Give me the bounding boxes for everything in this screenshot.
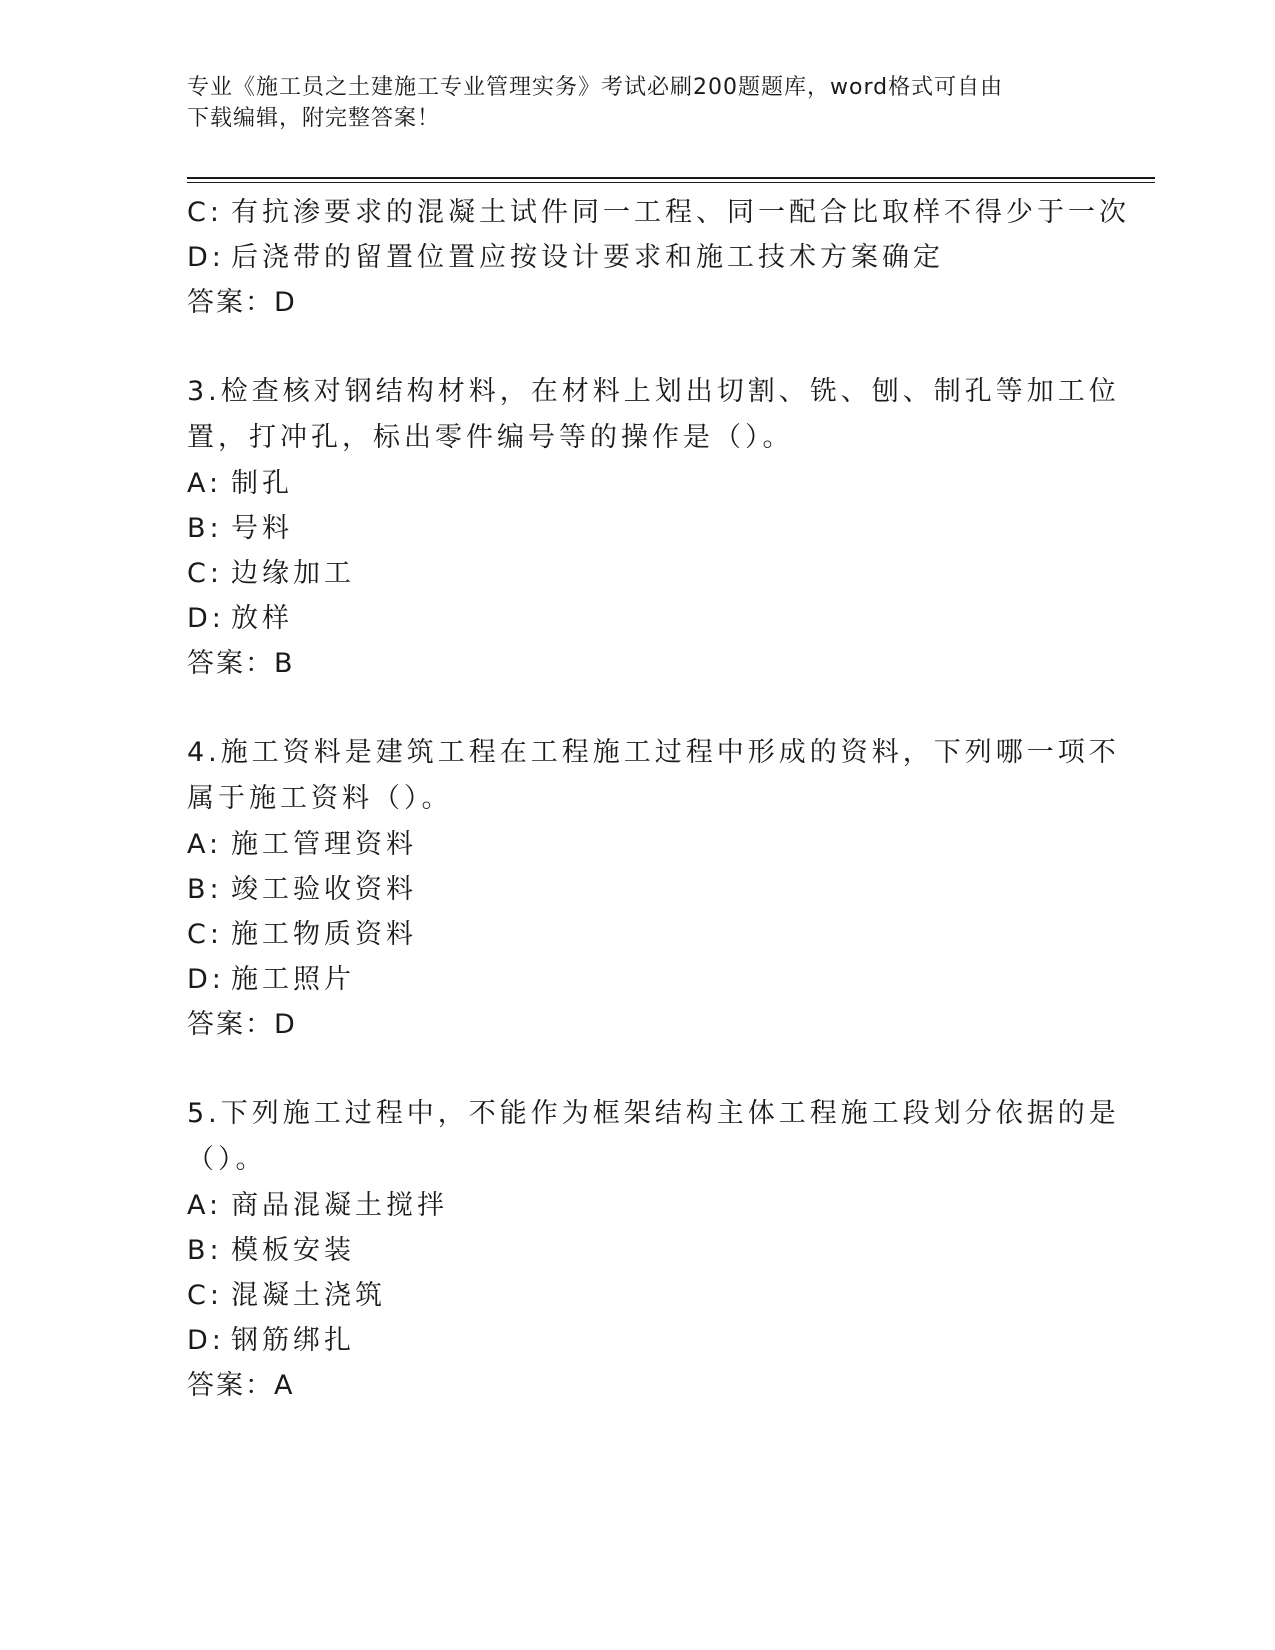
option-c xyxy=(187,1273,1087,1318)
option-d xyxy=(187,957,1087,1002)
answer-line: 答案：D xyxy=(187,1009,297,1040)
option-text: 边缘加工 xyxy=(231,558,355,589)
option-label: B: xyxy=(187,1235,223,1266)
option-a xyxy=(187,1183,1087,1228)
option-text: 施工照片 xyxy=(231,964,355,995)
option-a xyxy=(187,822,1087,867)
header-divider-thick xyxy=(187,177,1155,179)
option-b xyxy=(187,1228,1087,1273)
option-c xyxy=(187,912,1087,957)
option-d xyxy=(187,235,1087,280)
question-content xyxy=(187,190,1130,1408)
question-stem-line: 3.检查核对钢结构材料，在材料上划出切割、铣、刨、制孔等加工位 xyxy=(187,376,1120,407)
answer-line: 答案：A xyxy=(187,1370,295,1401)
option-text: 施工物质资料 xyxy=(231,919,417,950)
question-stem-line: （）。 xyxy=(187,1144,267,1175)
option-label: D: xyxy=(187,242,225,273)
option-text: 后浇带的留置位置应按设计要求和施工技术方案确定 xyxy=(231,242,944,273)
option-text: 号料 xyxy=(231,513,293,544)
question-stem-line: 4.施工资料是建筑工程在工程施工过程中形成的资料，下列哪一项不 xyxy=(187,737,1120,768)
option-label: C: xyxy=(187,197,223,228)
option-text: 有抗渗要求的混凝土试件同一工程、同一配合比取样不得少于一次 xyxy=(231,197,1130,228)
header-line-2: 下载编辑，附完整答案！ xyxy=(187,106,441,131)
option-text: 制孔 xyxy=(231,468,293,499)
option-label: B: xyxy=(187,874,223,905)
option-d xyxy=(187,596,1087,641)
option-text: 钢筋绑扎 xyxy=(231,1325,355,1356)
option-label: A: xyxy=(187,1190,223,1221)
option-text: 放样 xyxy=(231,603,293,634)
option-label: C: xyxy=(187,558,223,589)
option-label: D: xyxy=(187,964,225,995)
option-label: C: xyxy=(187,919,223,950)
option-label: B: xyxy=(187,513,223,544)
question-stem-line: 置，打冲孔，标出零件编号等的操作是（）。 xyxy=(187,422,794,453)
option-text: 混凝土浇筑 xyxy=(231,1280,386,1311)
answer-line: 答案：B xyxy=(187,648,295,679)
option-label: A: xyxy=(187,468,223,499)
option-text: 竣工验收资料 xyxy=(231,874,417,905)
option-label: A: xyxy=(187,829,223,860)
header-line-1: 专业《施工员之土建施工专业管理实务》考试必刷200题题库，word格式可自由 xyxy=(187,75,1004,100)
option-a xyxy=(187,461,1087,506)
option-text: 模板安装 xyxy=(231,1235,355,1266)
option-b xyxy=(187,867,1087,912)
question-stem-line: 属于施工资料（）。 xyxy=(187,783,453,814)
option-c xyxy=(187,551,1087,596)
option-label: D: xyxy=(187,1325,225,1356)
option-text: 商品混凝土搅拌 xyxy=(231,1190,448,1221)
answer-line: 答案：D xyxy=(187,287,297,318)
option-b xyxy=(187,506,1087,551)
question-stem xyxy=(187,1091,1120,1183)
header-divider-thin xyxy=(187,182,1155,183)
question-stem-line: 5.下列施工过程中，不能作为框架结构主体工程施工段划分依据的是 xyxy=(187,1098,1120,1129)
option-label: C: xyxy=(187,1280,223,1311)
document-header xyxy=(187,72,1087,134)
question-stem xyxy=(187,369,1120,461)
option-text: 施工管理资料 xyxy=(231,829,417,860)
option-d xyxy=(187,1318,1087,1363)
question-stem xyxy=(187,730,1120,822)
option-label: D: xyxy=(187,603,225,634)
option-c xyxy=(187,190,1130,235)
